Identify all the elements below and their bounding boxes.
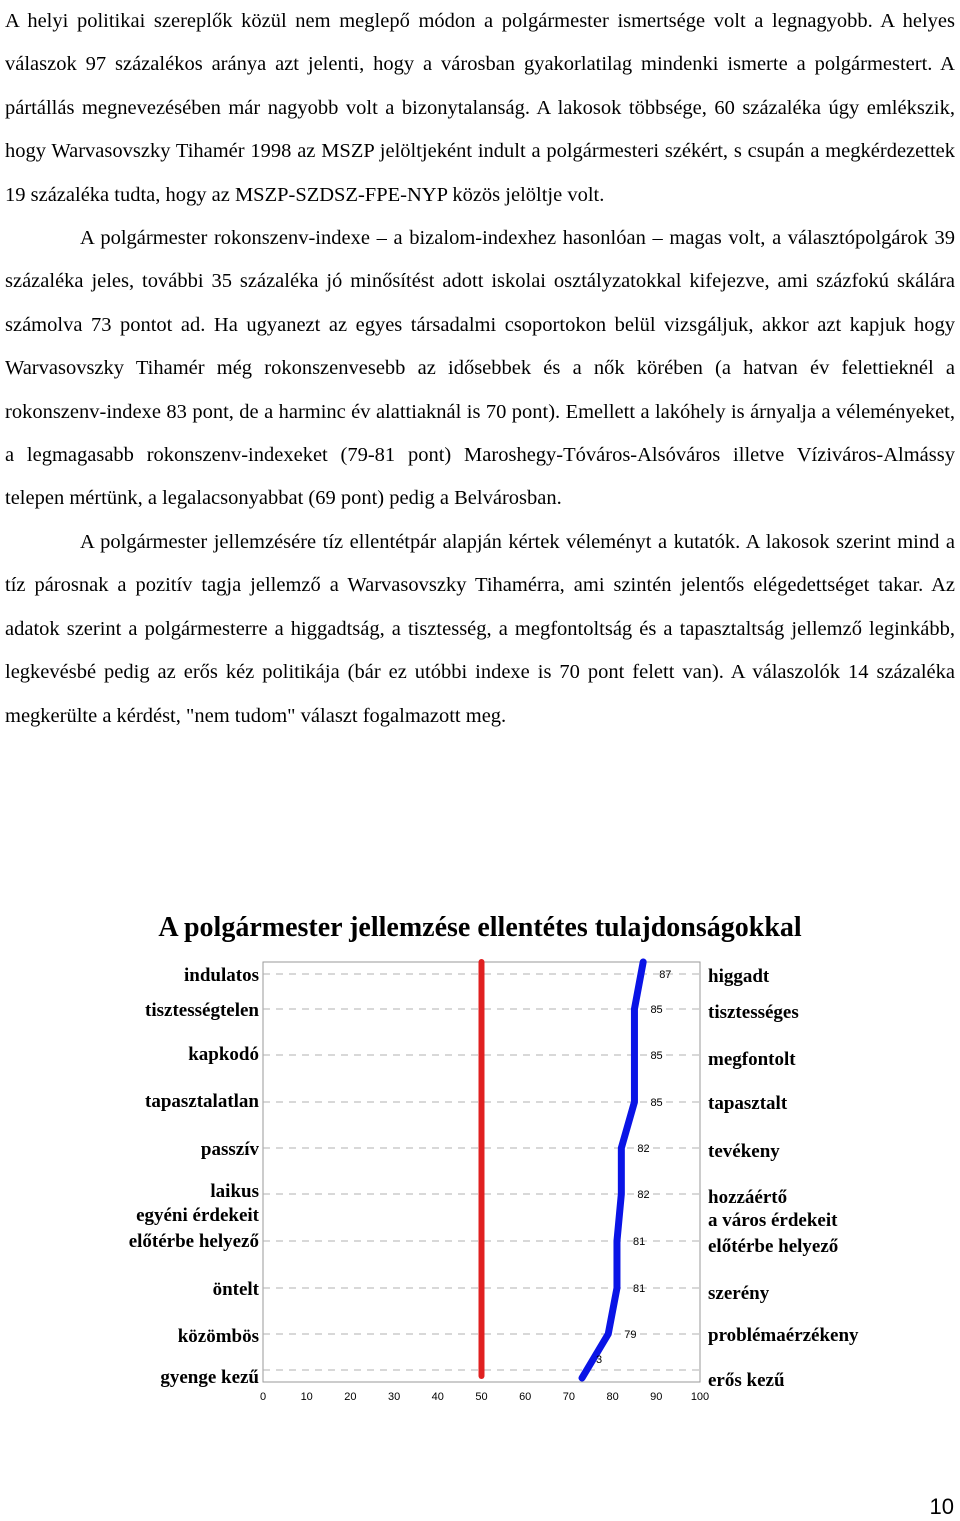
- data-label: 81: [632, 1236, 646, 1248]
- x-tick-label: 0: [259, 1391, 267, 1403]
- data-label: 3: [596, 1354, 603, 1366]
- right-category-label: problémaérzékeny: [708, 1325, 859, 1346]
- x-tick-label: 30: [387, 1391, 401, 1403]
- characteristics-chart: [0, 950, 960, 1410]
- data-label: 82: [637, 1143, 650, 1155]
- page-number: 10: [929, 1494, 954, 1519]
- left-category-label: tapasztalatlan: [145, 1091, 259, 1112]
- data-label: 82: [637, 1189, 650, 1201]
- left-category-label: indulatos: [184, 965, 259, 986]
- left-category-label: gyenge kezű: [160, 1367, 259, 1388]
- left-category-label: egyéni érdekeit előtérbe helyező: [128, 1205, 259, 1252]
- data-label: 85: [650, 1050, 663, 1062]
- x-tick-label: 100: [690, 1391, 710, 1403]
- x-tick-label: 20: [344, 1391, 357, 1403]
- x-tick-label: 60: [519, 1391, 532, 1403]
- right-category-label: megfontolt: [708, 1049, 796, 1070]
- left-category-label: kapkodó: [188, 1044, 259, 1065]
- left-category-label: öntelt: [212, 1279, 259, 1300]
- data-label: 85: [650, 1004, 663, 1016]
- paragraph-2: A polgármester rokonszenv-indexe – a bizalom-indexhez hasonlóan – magas volt, a választópolgárok 39 százaléka jeles, további 35 százaléka jó minősítést adott iskolai osztályzatokkal kifejezve, ami százfokú skálára számolva 73 pontot ad. Ha ugyanezt az egyes társadalmi csoportokon belül vizsgáljuk, akkor azt kapjuk hogy Warvasovszky Tihamér még rokonszenvesebb az idősebbek és a nők körében (a hatvan év felettieknél a rokonszenv-indexe 83 pont, de a harminc év alattiaknál is 70 pont). Emellett a lakóhely is árnyalja a véleményeket, a legmagasabb rokonszenv-indexeket (79-81 pont) Maroshegy-Tóváros-Alsóváros illetve Víziváros-Almássy telepen mértünk, a legalacsonyabbat (69 pont) pedig a Belvárosban.: [5, 227, 955, 510]
- left-category-label: laikus: [210, 1181, 259, 1202]
- left-category-label: közömbös: [177, 1326, 259, 1347]
- x-tick-label: 80: [606, 1391, 619, 1403]
- left-category-label: tisztességtelen: [145, 1000, 259, 1021]
- x-tick-label: 50: [475, 1391, 488, 1403]
- body-text: [5, 0, 955, 738]
- right-category-label: tisztességes: [708, 1002, 799, 1023]
- paragraph-3: A polgármester jellemzésére tíz ellentétpár alapján kértek véleményt a kutatók. A lakosok szerint mind a tíz párosnak a pozitív tagja jellemző a Warvasovszky Tihamérra, ami szintén jelentős elégedettséget takar. Az adatok szerint a polgármesterre a higgadtság, a tisztesség, a megfontoltság és a tapasztaltság jellemző leginkább, legkevésbé pedig az erős kéz politikája (bár ez utóbbi indexe is 70 pont felett van). A válaszolók 14 százaléka megkerülte a kérdést, "nem tudom" választ fogalmazott meg.: [5, 530, 955, 727]
- right-category-label: tevékeny: [708, 1141, 780, 1162]
- chart-title: A polgármester jellemzése ellentétes tulajdonságokkal: [158, 912, 802, 943]
- paragraph-1: A helyi politikai szereplők közül nem meglepő módon a polgármester ismertsége volt a legnagyobb. A helyes válaszok 97 százalékos aránya azt jelenti, hogy a városban gyakorlatilag mindenki ismerte a polgármestert. A pártállás megnevezésében már nagyobb volt a bizonytalanság. A lakosok többsége, 60 százaléka úgy emlékszik, hogy Warvasovszky Tihamér 1998 az MSZP jelöltjeként indult a polgármesteri székért, s csupán a megkérdezettek 19 százaléka tudta, hogy az MSZP-SZDSZ-FPE-NYP közös jelöltje volt.: [5, 10, 955, 206]
- data-label: 85: [650, 1097, 663, 1109]
- data-label: 87: [659, 969, 672, 981]
- right-category-label: higgadt: [708, 966, 770, 987]
- data-label: 79: [624, 1329, 637, 1341]
- right-category-label: a város érdekeit előtérbe helyező: [708, 1210, 839, 1257]
- left-category-label: passzív: [200, 1139, 259, 1160]
- data-label: 81: [632, 1283, 646, 1295]
- right-category-label: erős kezű: [708, 1370, 785, 1391]
- x-tick-label: 70: [562, 1391, 576, 1403]
- right-category-label: szerény: [708, 1283, 770, 1304]
- x-tick-label: 40: [431, 1391, 444, 1403]
- right-category-label: hozzáértő: [708, 1187, 788, 1208]
- x-tick-label: 90: [650, 1391, 663, 1403]
- x-tick-label: 10: [300, 1391, 313, 1403]
- right-category-label: tapasztalt: [708, 1093, 788, 1114]
